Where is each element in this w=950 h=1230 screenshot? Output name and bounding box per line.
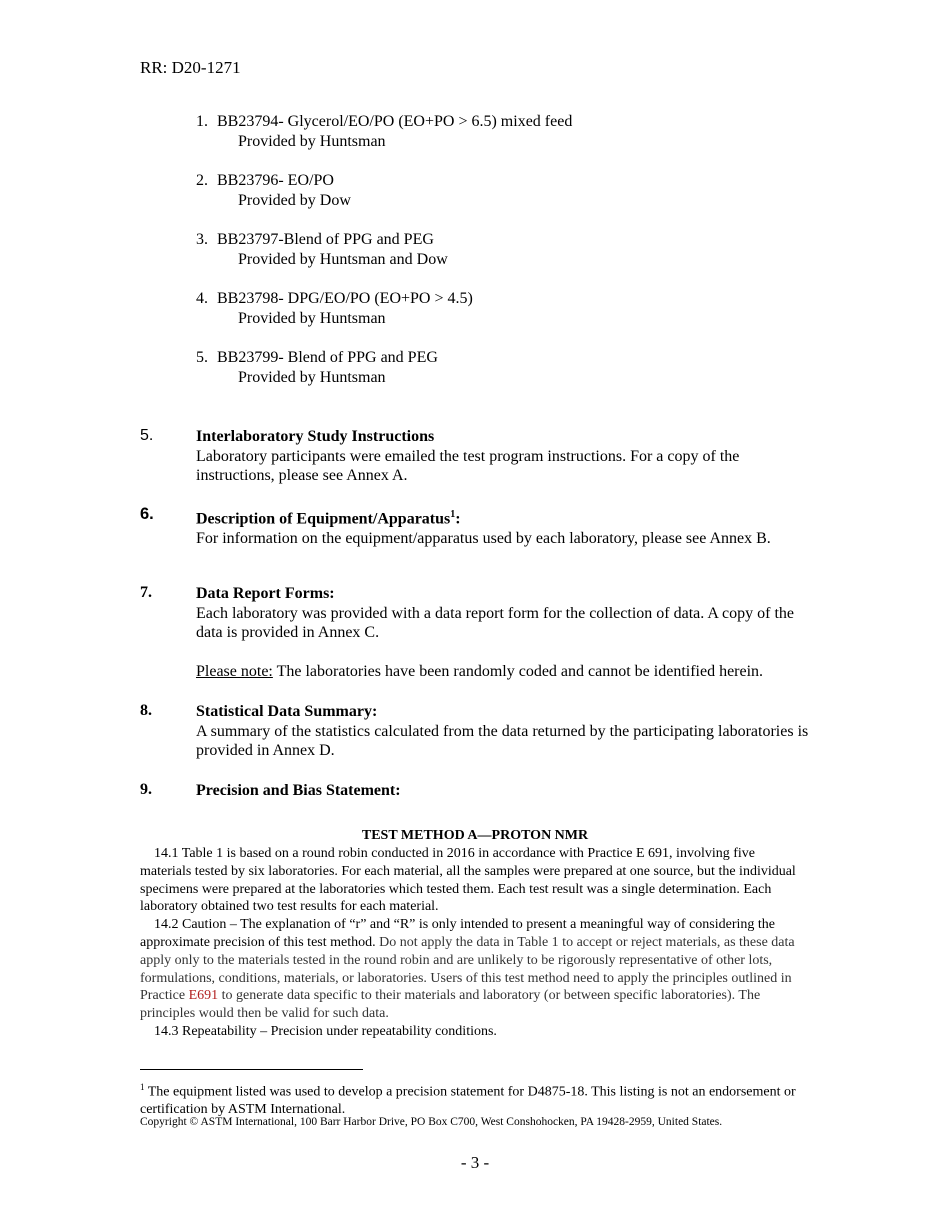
material-item-3: [196, 230, 448, 269]
item-title: BB23796- EO/PO: [217, 172, 334, 189]
section-body: Each laboratory was provided with a data report form for the collection of data. A copy of the data is provided in Annex C.: [196, 604, 795, 641]
item-provider: Provided by Huntsman: [238, 368, 386, 386]
section-number-9: 9.: [140, 781, 152, 798]
section-body: A summary of the statistics calculated from the data returned by the participating laboratories is provided in Annex D.: [196, 722, 809, 759]
item-number: 1.: [196, 113, 208, 130]
section-number-8: 8.: [140, 702, 152, 719]
item-provider: Provided by Huntsman and Dow: [238, 250, 448, 268]
section-9: [196, 781, 816, 801]
section-7: [196, 584, 816, 682]
section-number-7: 7.: [140, 584, 152, 601]
footnote-text: The equipment listed was used to develop a precision statement for D4875-18. This listing is not an endorsement or certification by ASTM International.: [140, 1084, 796, 1118]
item-provider: Provided by Dow: [238, 191, 351, 209]
material-item-5: [196, 348, 438, 387]
section-note: [196, 662, 816, 682]
paragraph-14-3: 14.3 Repeatability – Precision under repeatability conditions.: [154, 1023, 497, 1039]
item-title: BB23797-Blend of PPG and PEG: [217, 231, 434, 248]
section-5: [196, 427, 816, 486]
paragraph-14-2: [140, 916, 808, 1023]
note-text: The laboratories have been randomly coded and cannot be identified herein.: [272, 663, 764, 680]
material-item-2: [196, 171, 351, 210]
caution-detail-end: to generate data specific to their materials and laboratory (or between specific laboratories). The principles would then be valid for such data.: [140, 988, 761, 1022]
item-number: 3.: [196, 231, 208, 248]
item-number: 5.: [196, 349, 208, 366]
item-provider: Provided by Huntsman: [238, 309, 386, 327]
item-title: BB23799- Blend of PPG and PEG: [217, 349, 438, 366]
section-heading: [196, 505, 816, 529]
material-item-1: [196, 112, 572, 151]
section-number-5: 5.: [140, 427, 154, 444]
note-label: Please note:: [196, 663, 273, 680]
item-title: BB23794- Glycerol/EO/PO (EO+PO > 6.5) mixed feed: [217, 113, 573, 130]
practice-e691-link[interactable]: E691: [188, 988, 219, 1004]
heading-text: Description of Equipment/Apparatus: [196, 510, 451, 528]
page-number: - 3 -: [460, 1153, 490, 1172]
footnote-mark: 1: [140, 1082, 145, 1092]
footnote: [140, 1079, 800, 1119]
section-body: Laboratory participants were emailed the test program instructions. For a copy of the instructions, please see Annex A.: [196, 447, 740, 484]
item-provider: Provided by Huntsman: [238, 132, 386, 150]
heading-colon: :: [455, 510, 461, 528]
test-method-text: [140, 845, 808, 1041]
section-body: For information on the equipment/apparatus used by each laboratory, please see Annex B.: [196, 529, 771, 547]
caution-text: 14.2 Caution – The explanation of “r” and “R” is only intended to present a meaningful way of considering the approximate precision of this test method.: [140, 917, 776, 950]
section-8: [196, 702, 816, 761]
section-heading: Interlaboratory Study Instructions: [196, 428, 435, 445]
section-6: [196, 505, 816, 548]
caution-detail: Do not apply the data in Table 1 to accept or reject materials, as these data apply only to the materials tested in the round robin and are unlikely to be rigorously representative of other lots, formulations, conditions, materials, or laboratories. Users of this test method need to apply the principles outlined in Practice: [140, 934, 795, 1004]
copyright-notice: Copyright © ASTM International, 100 Barr Harbor Drive, PO Box C700, West Conshohocken, PA 19428-2959, United States.: [140, 1116, 723, 1128]
section-heading: Precision and Bias Statement:: [196, 782, 401, 799]
paragraph-14-1: 14.1 Table 1 is based on a round robin conducted in 2016 in accordance with Practice E 691, involving five materials tested by six laboratories. For each material, all the samples were prepared at one source, but the individual specimens were prepared at the laboratories which tested them. Each test result was a single determination. Each laboratory obtained two test results for each material.: [140, 846, 796, 915]
section-number-6: 6.: [140, 505, 154, 523]
section-heading: Statistical Data Summary:: [196, 703, 378, 720]
footnote-divider: [140, 1069, 363, 1070]
item-title: BB23798- DPG/EO/PO (EO+PO > 4.5): [217, 290, 473, 307]
material-item-4: [196, 289, 473, 328]
item-number: 4.: [196, 290, 208, 307]
report-id-header: RR: D20-1271: [140, 58, 241, 77]
section-heading: Data Report Forms:: [196, 585, 335, 602]
item-number: 2.: [196, 172, 208, 189]
test-method-title: TEST METHOD A—PROTON NMR: [361, 828, 589, 843]
footnote-ref: 1: [450, 509, 456, 520]
